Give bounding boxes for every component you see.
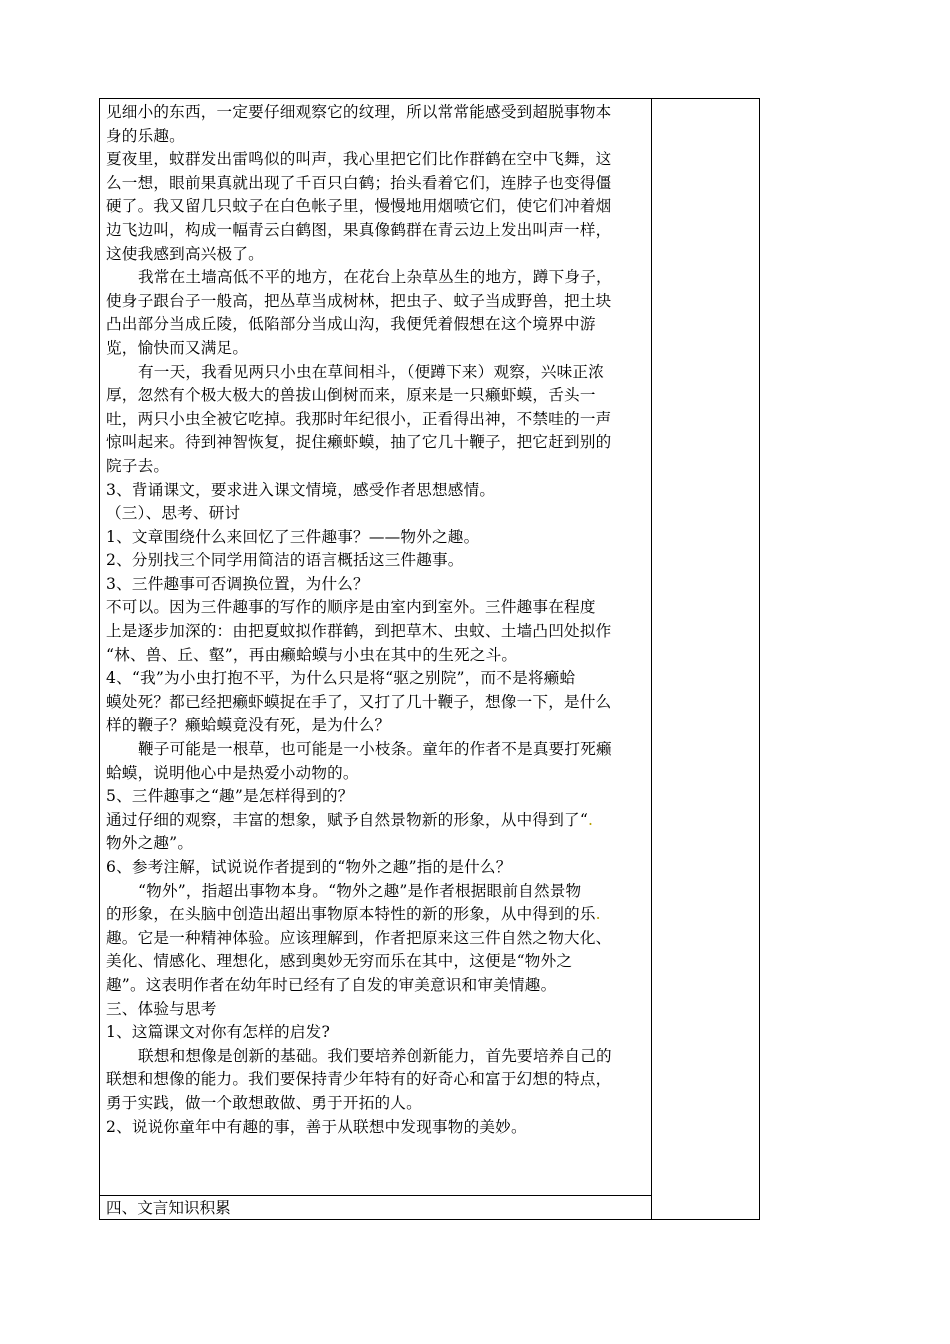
text-line <box>106 101 647 125</box>
text-line-content: “物外”，指超出事物本身。“物外之趣”是作者根据眼前自然景物 <box>138 881 582 900</box>
lesson-table <box>99 98 760 1220</box>
text-line-content: 联想和想像是创新的基础。我们要培养创新能力，首先要培养自己的 <box>138 1046 612 1065</box>
text-line-content: 4、“我”为小虫打抱不平，为什么只是将“驱之别院”，而不是将癞蛤 <box>106 669 576 688</box>
text-line <box>106 219 647 243</box>
text-line <box>106 596 647 620</box>
text-line-content: 3、背诵课文，要求进入课文情境，感受作者思想感情。 <box>106 480 496 499</box>
text-line <box>106 266 647 290</box>
text-line <box>106 667 647 691</box>
text-line <box>106 479 647 503</box>
text-line-content: “林、兽、丘、壑”，再由癞蛤蟆与小虫在其中的生死之斗。 <box>106 645 518 664</box>
text-line <box>106 714 647 738</box>
text-line <box>106 856 647 880</box>
text-line <box>106 502 647 526</box>
text-line <box>106 125 647 149</box>
text-line <box>106 1116 647 1140</box>
text-line-content: 6、参考注解，试说说作者提到的“物外之趣”指的是什么？ <box>106 858 512 876</box>
text-line-content: 院子去。 <box>106 456 170 475</box>
text-line-content: 吐，两只小虫全被它吃掉。我那时年纪很小，正看得出神，不禁哇的一声 <box>106 409 612 428</box>
text-line-content: 览，愉快而又满足。 <box>106 338 249 357</box>
text-line-content: 有一天，我看见两只小虫在草间相斗，（便蹲下来）观察，兴味正浓 <box>138 362 605 381</box>
text-line <box>106 903 647 927</box>
text-line <box>106 762 647 786</box>
text-line-content: 美化、情感化、理想化，感到奥妙无穷而乐在其中，这便是“物外之 <box>106 952 573 971</box>
text-line <box>106 431 647 455</box>
text-line <box>106 1092 647 1116</box>
text-line <box>106 832 647 856</box>
text-line-content: 夏夜里，蚊群发出雷鸣似的叫声，我心里把它们比作群鹤在空中飞舞，这 <box>106 150 612 169</box>
text-line-content: 通过仔细的观察，丰富的想象，赋予自然景物新的形象，从中得到了“ <box>106 810 588 829</box>
text-line-content: 蟆处死？都已经把癞虾蟆捉在手了，又打了几十鞭子，想像一下，是什么 <box>106 692 612 711</box>
text-line-content: 5、三件趣事之“趣”是怎样得到的？ <box>106 787 354 806</box>
text-line-content: 我常在土墙高低不平的地方，在花台上杂草丛生的地方，蹲下身子， <box>138 268 612 287</box>
notes-column <box>652 99 759 1219</box>
text-line-content: 厚，忽然有个极大极大的兽拔山倒树而来，原来是一只癞虾蟆，舌头一 <box>106 386 596 405</box>
text-line-content: 2、分别找三个同学用简洁的语言概括这三件趣事。 <box>106 551 464 570</box>
text-line <box>106 1068 647 1092</box>
text-line-content: 勇于实践，做一个敢想敢做、勇于开拓的人。 <box>106 1093 422 1112</box>
text-line-content: 鞭子可能是一根草，也可能是一小枝条。童年的作者不是真要打死癞 <box>138 740 612 759</box>
text-line <box>106 1021 647 1045</box>
text-line-content: 使身子跟台子一般高，把丛草当成树林，把虫子、蚊子当成野兽，把土块 <box>106 291 612 310</box>
text-line-content: 凸出部分当成丘陵，低陷部分当成山沟，我便凭着假想在这个境界中游 <box>106 315 596 334</box>
text-line-content: 趣。它是一种精神体验。应该理解到，作者把原来这三件自然之物大化、 <box>106 928 612 947</box>
text-line-content: 2、说说你童年中有趣的事，善于从联想中发现事物的美妙。 <box>106 1117 527 1136</box>
text-line-content: 趣”。这表明作者在幼年时已经有了自发的审美意识和审美情趣。 <box>106 975 557 994</box>
text-line-content: 1、这篇课文对你有怎样的启发? <box>106 1023 331 1042</box>
text-line-content: 硬了。我又留几只蚊子在白色帐子里，慢慢地用烟喷它们，使它们冲着烟 <box>106 197 612 216</box>
text-line <box>106 738 647 762</box>
text-line-content: 的形象，在头脑中创造出超出事物原本特性的新的形象，从中得到的乐 <box>106 905 596 924</box>
text-line-content: 边飞边叫，构成一幅青云白鹤图，果真像鹤群在青云边上发出叫声一样， <box>106 220 612 239</box>
text-line <box>106 361 647 385</box>
text-line-content: 见细小的东西，一定要仔细观察它的纹理，所以常常能感受到超脱事物本 <box>106 103 612 121</box>
text-line <box>106 620 647 644</box>
lesson-content-cell <box>100 99 652 1219</box>
row-divider <box>100 1195 652 1196</box>
text-line <box>106 313 647 337</box>
text-line <box>106 785 647 809</box>
text-line <box>106 408 647 432</box>
text-line <box>106 998 647 1022</box>
section-heading-classical-knowledge: 四、文言知识积累 <box>106 1199 231 1217</box>
text-line <box>106 195 647 219</box>
text-line <box>106 1045 647 1069</box>
text-line <box>106 526 647 550</box>
text-line <box>106 644 647 668</box>
text-line <box>106 691 647 715</box>
text-line-content: （三）、思考、研讨 <box>106 504 241 523</box>
text-line-content: 3、三件趣事可否调换位置，为什么？ <box>106 574 369 593</box>
text-line <box>106 384 647 408</box>
text-line-content: 这使我感到高兴极了。 <box>106 244 264 263</box>
text-line-content: 惊叫起来。待到神智恢复，捉住癞虾蟆，抽了它几十鞭子，把它赶到别的 <box>106 433 612 452</box>
text-line-content: 联想和想像的能力。我们要保持青少年特有的好奇心和富于幻想的特点， <box>106 1070 612 1089</box>
text-line-content: 物外之趣”。 <box>106 834 194 853</box>
text-line <box>106 573 647 597</box>
text-line <box>106 290 647 314</box>
text-line <box>106 880 647 904</box>
text-line <box>106 950 647 974</box>
highlight-mark: . <box>588 810 594 829</box>
text-line <box>106 549 647 573</box>
text-line <box>106 927 647 951</box>
text-line <box>106 148 647 172</box>
text-line-content: 三、体验与思考 <box>106 999 217 1018</box>
text-line <box>106 172 647 196</box>
text-line-content: 么一想，眼前果真就出现了千百只白鹤；抬头看着它们，连脖子也变得僵 <box>106 173 612 192</box>
text-line <box>106 809 647 833</box>
text-line-content: 样的鞭子？癞蛤蟆竟没有死，是为什么？ <box>106 716 391 735</box>
text-line-content: 上是逐步加深的：由把夏蚊拟作群鹤，到把草木、虫蚊、土墙凸凹处拟作 <box>106 622 612 641</box>
text-line-content: 身的乐趣。 <box>106 126 185 145</box>
highlight-mark: . <box>595 905 601 924</box>
text-line <box>106 243 647 267</box>
text-line <box>106 455 647 479</box>
text-line-content: 不可以。因为三件趣事的写作的顺序是由室内到室外。三件趣事在程度 <box>106 598 596 617</box>
text-line <box>106 337 647 361</box>
text-line <box>106 974 647 998</box>
text-line-content: 1、文章围绕什么来回忆了三件趣事？——物外之趣。 <box>106 527 480 546</box>
text-line-content: 蛤蟆，说明他心中是热爱小动物的。 <box>106 763 359 782</box>
